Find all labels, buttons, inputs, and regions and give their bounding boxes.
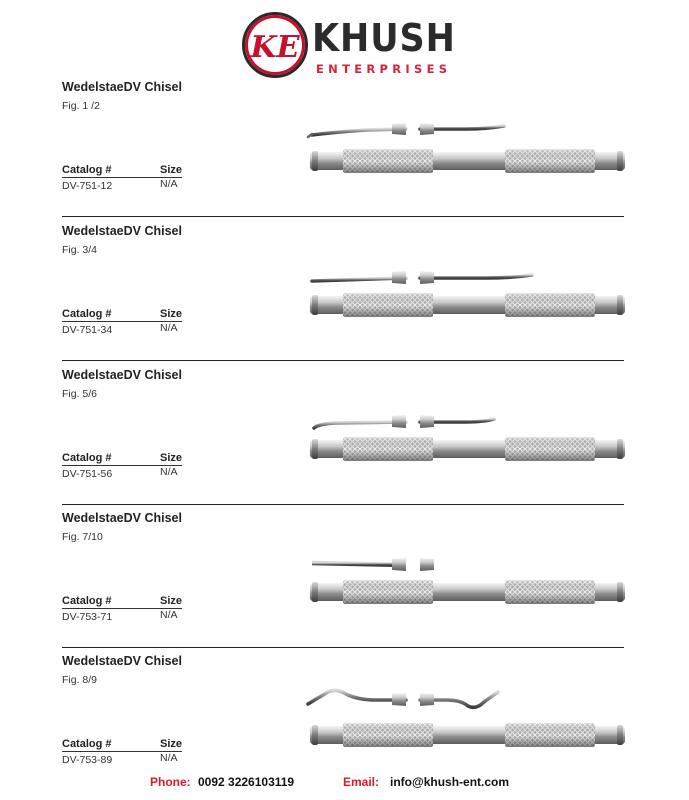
product-section bbox=[0, 74, 689, 218]
size-value: N/A bbox=[160, 322, 178, 334]
product-section bbox=[0, 505, 689, 649]
catalog-number: DV-753-89 bbox=[62, 754, 113, 766]
logo-badge-icon bbox=[242, 12, 308, 78]
catalog-number: DV-751-12 bbox=[62, 180, 113, 192]
instrument-tip-image bbox=[306, 378, 506, 434]
section-divider bbox=[62, 216, 624, 217]
catalog-number: DV-753-71 bbox=[62, 611, 113, 623]
product-section bbox=[0, 362, 689, 506]
product-figure: Fig. 5/6 bbox=[62, 388, 98, 400]
product-figure: Fig. 7/10 bbox=[62, 531, 103, 543]
instrument-tip-image bbox=[306, 521, 531, 577]
instrument-tip-image bbox=[306, 234, 546, 290]
catalog-header: Catalog # bbox=[62, 452, 112, 464]
catalog-header: Catalog # bbox=[62, 164, 112, 176]
size-value: N/A bbox=[160, 609, 178, 621]
product-figure: Fig. 1 /2 bbox=[62, 100, 100, 112]
instrument-handle-image bbox=[310, 577, 625, 607]
product-title: WedelstaeDV Chisel bbox=[62, 224, 182, 238]
catalog-number: DV-751-56 bbox=[62, 468, 113, 480]
size-header: Size bbox=[160, 738, 183, 750]
brand-tagline: ENTERPRISES bbox=[316, 62, 452, 76]
product-title: WedelstaeDV Chisel bbox=[62, 368, 182, 382]
product-title: WedelstaeDV Chisel bbox=[62, 80, 182, 94]
product-title: WedelstaeDV Chisel bbox=[62, 654, 182, 668]
instrument-handle-image bbox=[310, 146, 625, 176]
size-header: Size bbox=[160, 452, 183, 464]
product-figure: Fig. 3/4 bbox=[62, 244, 98, 256]
product-section bbox=[0, 218, 689, 362]
phone-label: Phone: bbox=[150, 775, 191, 789]
size-value: N/A bbox=[160, 466, 178, 478]
product-title: WedelstaeDV Chisel bbox=[62, 511, 182, 525]
phone-number: 0092 3226103119 bbox=[198, 775, 295, 789]
product-figure: Fig. 8/9 bbox=[62, 674, 98, 686]
size-header: Size bbox=[160, 595, 183, 607]
catalog-header: Catalog # bbox=[62, 308, 112, 320]
catalog-header: Catalog # bbox=[62, 595, 112, 607]
instrument-tip-image bbox=[306, 664, 506, 720]
instrument-handle-image bbox=[310, 720, 625, 750]
contact-footer bbox=[0, 775, 689, 793]
section-divider bbox=[62, 360, 624, 361]
size-value: N/A bbox=[160, 752, 178, 764]
email-label: Email: bbox=[343, 775, 380, 789]
product-section bbox=[0, 648, 689, 792]
size-value: N/A bbox=[160, 178, 178, 190]
instrument-handle-image bbox=[310, 290, 625, 320]
brand-name: KHUSH bbox=[312, 16, 456, 60]
email-address: info@khush-ent.com bbox=[390, 775, 510, 789]
logo-badge-text: KE bbox=[250, 30, 300, 65]
size-header: Size bbox=[160, 308, 183, 320]
size-header: Size bbox=[160, 164, 183, 176]
brand-logo bbox=[242, 10, 456, 80]
instrument-handle-image bbox=[310, 434, 625, 464]
catalog-number: DV-751-34 bbox=[62, 324, 113, 336]
catalog-header: Catalog # bbox=[62, 738, 112, 750]
instrument-tip-image bbox=[306, 90, 516, 146]
